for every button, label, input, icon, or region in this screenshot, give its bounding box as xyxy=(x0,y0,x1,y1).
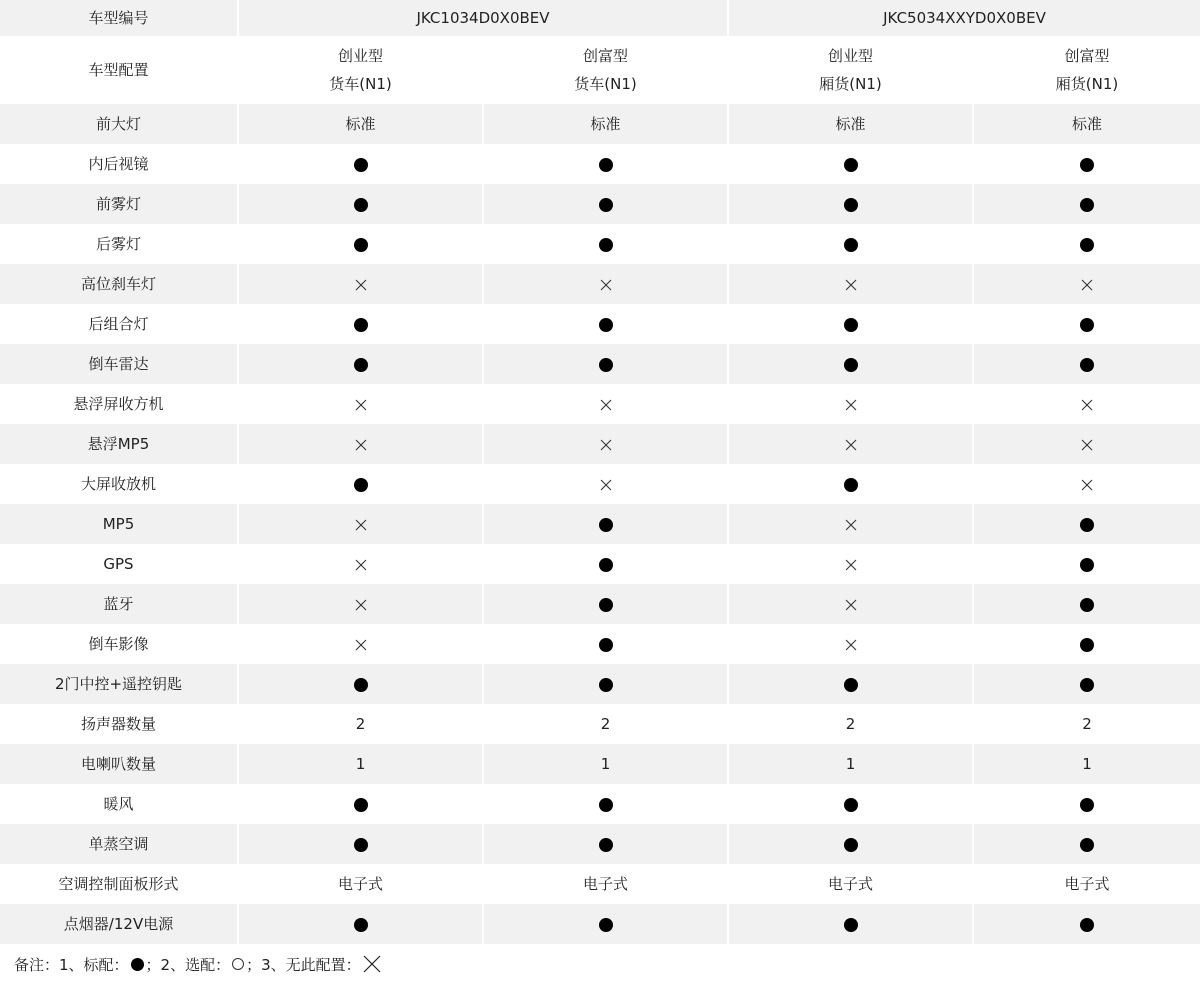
standard-dot-icon xyxy=(131,958,144,971)
feature-label: GPS xyxy=(0,544,238,584)
feature-value-cell xyxy=(483,544,728,584)
standard-dot-icon xyxy=(354,198,368,212)
feature-value-text: 电子式 xyxy=(582,875,628,893)
standard-dot-icon xyxy=(599,678,613,692)
feature-row xyxy=(0,864,1200,904)
feature-value-cell xyxy=(238,224,483,264)
feature-row xyxy=(0,184,1200,224)
not-available-cross-icon xyxy=(845,519,857,531)
feature-value-cell xyxy=(238,864,483,904)
not-available-cross-icon xyxy=(355,439,367,451)
standard-dot-icon xyxy=(354,678,368,692)
not-available-cross-icon xyxy=(845,279,857,291)
not-available-cross-icon xyxy=(600,399,612,411)
standard-dot-icon xyxy=(844,798,858,812)
not-available-cross-icon xyxy=(355,639,367,651)
feature-label: 倒车影像 xyxy=(0,624,238,664)
feature-value-cell xyxy=(728,504,973,544)
feature-value-cell xyxy=(483,744,728,784)
feature-value-cell xyxy=(483,904,728,944)
standard-dot-icon xyxy=(354,238,368,252)
feature-row xyxy=(0,344,1200,384)
feature-value-cell xyxy=(238,304,483,344)
not-available-cross-icon xyxy=(355,559,367,571)
standard-dot-icon xyxy=(1080,798,1094,812)
feature-row xyxy=(0,584,1200,624)
feature-value-cell xyxy=(973,584,1200,624)
not-available-cross-icon xyxy=(1081,279,1093,291)
feature-value-cell xyxy=(973,824,1200,864)
feature-value-cell xyxy=(238,464,483,504)
feature-label: 后雾灯 xyxy=(0,224,238,264)
standard-dot-icon xyxy=(354,798,368,812)
feature-value-cell xyxy=(728,304,973,344)
standard-dot-icon xyxy=(354,158,368,172)
feature-value-cell xyxy=(483,784,728,824)
feature-value-text: 2 xyxy=(355,715,366,733)
config-type: 创业型 xyxy=(337,47,383,65)
standard-dot-icon xyxy=(1080,678,1094,692)
feature-value-cell xyxy=(728,424,973,464)
feature-value-text: 1 xyxy=(1082,755,1092,773)
standard-dot-icon xyxy=(354,318,368,332)
not-available-cross-icon xyxy=(355,519,367,531)
feature-value-cell xyxy=(973,784,1200,824)
feature-value-cell xyxy=(728,904,973,944)
config-body: 货车(N1) xyxy=(574,75,637,93)
feature-value-cell xyxy=(238,744,483,784)
feature-value-cell xyxy=(483,344,728,384)
config-row xyxy=(0,36,1200,104)
standard-dot-icon xyxy=(354,358,368,372)
feature-value-cell xyxy=(238,584,483,624)
feature-value-text: 电子式 xyxy=(1064,875,1110,893)
not-available-cross-icon xyxy=(1081,399,1093,411)
feature-value-cell xyxy=(973,504,1200,544)
feature-label: 高位刹车灯 xyxy=(0,264,238,304)
feature-value-cell xyxy=(728,744,973,784)
model-label: 车型编号 xyxy=(0,0,238,36)
not-available-cross-icon xyxy=(1081,479,1093,491)
model-code-1: JKC1034D0X0BEV xyxy=(238,0,728,36)
feature-value-cell xyxy=(238,424,483,464)
standard-dot-icon xyxy=(1080,198,1094,212)
feature-value-text: 标准 xyxy=(345,115,376,133)
feature-value-cell xyxy=(483,624,728,664)
not-available-cross-icon xyxy=(355,599,367,611)
feature-value-cell xyxy=(483,144,728,184)
feature-value-cell xyxy=(973,304,1200,344)
feature-row xyxy=(0,384,1200,424)
not-available-cross-icon xyxy=(845,399,857,411)
feature-value-cell xyxy=(973,904,1200,944)
feature-row xyxy=(0,464,1200,504)
feature-value-text: 标准 xyxy=(590,115,621,133)
standard-dot-icon xyxy=(599,238,613,252)
feature-value-cell xyxy=(483,424,728,464)
feature-label: 点烟器/12V电源 xyxy=(0,904,238,944)
feature-value-cell xyxy=(238,904,483,944)
feature-value-cell xyxy=(728,464,973,504)
feature-row xyxy=(0,264,1200,304)
feature-value-cell xyxy=(483,664,728,704)
feature-value-cell xyxy=(483,104,728,144)
feature-value-cell xyxy=(728,664,973,704)
feature-value-cell xyxy=(973,104,1200,144)
not-available-cross-icon xyxy=(845,559,857,571)
standard-dot-icon xyxy=(1080,838,1094,852)
feature-value-cell xyxy=(483,304,728,344)
standard-dot-icon xyxy=(354,478,368,492)
config-cell xyxy=(728,36,973,104)
feature-value-text: 电子式 xyxy=(827,875,873,893)
standard-dot-icon xyxy=(1080,918,1094,932)
feature-value-cell xyxy=(728,784,973,824)
standard-dot-icon xyxy=(599,558,613,572)
feature-label: 倒车雷达 xyxy=(0,344,238,384)
feature-value-cell xyxy=(238,544,483,584)
config-body: 厢货(N1) xyxy=(819,75,882,93)
feature-value-text: 2 xyxy=(600,715,611,733)
feature-value-cell xyxy=(728,544,973,584)
feature-value-cell xyxy=(483,464,728,504)
feature-row xyxy=(0,904,1200,944)
standard-dot-icon xyxy=(1080,518,1094,532)
standard-dot-icon xyxy=(354,838,368,852)
config-body: 货车(N1) xyxy=(329,75,392,93)
feature-value-text: 2 xyxy=(1082,715,1092,733)
feature-label: 大屏收放机 xyxy=(0,464,238,504)
feature-value-cell xyxy=(728,704,973,744)
feature-label: 暖风 xyxy=(0,784,238,824)
standard-dot-icon xyxy=(1080,238,1094,252)
standard-dot-icon xyxy=(599,198,613,212)
feature-value-cell xyxy=(973,224,1200,264)
model-row xyxy=(0,0,1200,36)
config-label: 车型配置 xyxy=(0,36,238,104)
feature-row xyxy=(0,104,1200,144)
optional-circle-icon xyxy=(232,958,244,970)
standard-dot-icon xyxy=(599,918,613,932)
feature-value-cell xyxy=(238,264,483,304)
feature-row xyxy=(0,784,1200,824)
standard-dot-icon xyxy=(844,238,858,252)
feature-value-text: 标准 xyxy=(1071,115,1102,133)
feature-value-cell xyxy=(238,704,483,744)
not-available-cross-icon xyxy=(600,439,612,451)
not-available-cross-icon xyxy=(845,639,857,651)
feature-value-cell xyxy=(238,664,483,704)
config-body: 厢货(N1) xyxy=(1055,75,1119,93)
feature-label: 2门中控+遥控钥匙 xyxy=(0,664,238,704)
feature-label: 前大灯 xyxy=(0,104,238,144)
not-available-cross-icon xyxy=(600,279,612,291)
feature-value-cell xyxy=(483,504,728,544)
standard-dot-icon xyxy=(844,158,858,172)
feature-value-cell xyxy=(973,144,1200,184)
standard-dot-icon xyxy=(599,638,613,652)
config-type: 创业型 xyxy=(827,47,873,65)
standard-dot-icon xyxy=(844,198,858,212)
feature-row xyxy=(0,824,1200,864)
feature-label: 内后视镜 xyxy=(0,144,238,184)
feature-value-cell xyxy=(728,624,973,664)
feature-value-cell xyxy=(728,144,973,184)
feature-label: 电喇叭数量 xyxy=(0,744,238,784)
feature-value-cell xyxy=(483,264,728,304)
feature-value-cell xyxy=(973,744,1200,784)
config-type: 创富型 xyxy=(1064,47,1110,65)
feature-value-cell xyxy=(973,264,1200,304)
standard-dot-icon xyxy=(844,318,858,332)
feature-value-cell xyxy=(728,384,973,424)
standard-dot-icon xyxy=(599,358,613,372)
legend-text-none: ；3、无此配置： xyxy=(246,955,361,974)
standard-dot-icon xyxy=(599,598,613,612)
feature-value-cell xyxy=(728,224,973,264)
legend-text-optional: ；2、选配： xyxy=(145,955,231,974)
none-cross-icon xyxy=(363,955,381,973)
not-available-cross-icon xyxy=(355,279,367,291)
feature-value-cell xyxy=(728,104,973,144)
feature-label: 单蒸空调 xyxy=(0,824,238,864)
not-available-cross-icon xyxy=(600,479,612,491)
feature-value-cell xyxy=(483,384,728,424)
feature-value-cell xyxy=(238,344,483,384)
standard-dot-icon xyxy=(1080,318,1094,332)
feature-value-cell xyxy=(728,264,973,304)
not-available-cross-icon xyxy=(845,599,857,611)
standard-dot-icon xyxy=(599,798,613,812)
standard-dot-icon xyxy=(1080,558,1094,572)
feature-value-cell xyxy=(973,384,1200,424)
feature-value-cell xyxy=(973,344,1200,384)
feature-value-cell xyxy=(973,544,1200,584)
feature-value-cell xyxy=(483,824,728,864)
standard-dot-icon xyxy=(1080,598,1094,612)
model-code-2: JKC5034XXYD0X0BEV xyxy=(728,0,1200,36)
feature-value-cell xyxy=(238,624,483,664)
feature-row xyxy=(0,544,1200,584)
feature-row xyxy=(0,704,1200,744)
standard-dot-icon xyxy=(354,918,368,932)
feature-value-cell xyxy=(483,584,728,624)
standard-dot-icon xyxy=(1080,358,1094,372)
feature-value-cell xyxy=(483,184,728,224)
feature-value-cell xyxy=(973,704,1200,744)
not-available-cross-icon xyxy=(355,399,367,411)
feature-value-cell xyxy=(973,464,1200,504)
config-type: 创富型 xyxy=(582,47,628,65)
not-available-cross-icon xyxy=(1081,439,1093,451)
feature-row xyxy=(0,744,1200,784)
standard-dot-icon xyxy=(1080,638,1094,652)
standard-dot-icon xyxy=(599,158,613,172)
standard-dot-icon xyxy=(1080,158,1094,172)
standard-dot-icon xyxy=(844,478,858,492)
feature-value-cell xyxy=(973,184,1200,224)
feature-value-cell xyxy=(483,864,728,904)
feature-row xyxy=(0,224,1200,264)
feature-value-text: 1 xyxy=(845,755,856,773)
feature-label: 悬浮屏收方机 xyxy=(0,384,238,424)
feature-label: 扬声器数量 xyxy=(0,704,238,744)
standard-dot-icon xyxy=(844,838,858,852)
feature-row xyxy=(0,504,1200,544)
feature-value-cell xyxy=(973,864,1200,904)
feature-value-cell xyxy=(973,624,1200,664)
not-available-cross-icon xyxy=(845,439,857,451)
feature-label: MP5 xyxy=(0,504,238,544)
feature-label: 后组合灯 xyxy=(0,304,238,344)
feature-row xyxy=(0,424,1200,464)
feature-value-cell xyxy=(728,864,973,904)
feature-row xyxy=(0,624,1200,664)
feature-value-cell xyxy=(483,704,728,744)
feature-value-text: 2 xyxy=(845,715,856,733)
feature-value-cell xyxy=(238,144,483,184)
feature-row xyxy=(0,664,1200,704)
feature-value-cell xyxy=(728,184,973,224)
standard-dot-icon xyxy=(599,318,613,332)
feature-label: 蓝牙 xyxy=(0,584,238,624)
feature-value-text: 1 xyxy=(600,755,611,773)
feature-row xyxy=(0,144,1200,184)
feature-label: 悬浮MP5 xyxy=(0,424,238,464)
feature-value-cell xyxy=(728,584,973,624)
feature-value-cell xyxy=(973,664,1200,704)
standard-dot-icon xyxy=(599,518,613,532)
feature-value-cell xyxy=(238,504,483,544)
feature-value-cell xyxy=(238,784,483,824)
feature-value-cell xyxy=(238,824,483,864)
feature-label: 空调控制面板形式 xyxy=(0,864,238,904)
feature-value-cell xyxy=(728,824,973,864)
feature-value-cell xyxy=(238,184,483,224)
feature-value-text: 标准 xyxy=(835,115,866,133)
standard-dot-icon xyxy=(844,358,858,372)
standard-dot-icon xyxy=(844,918,858,932)
standard-dot-icon xyxy=(844,678,858,692)
feature-row xyxy=(0,304,1200,344)
feature-value-cell xyxy=(483,224,728,264)
standard-dot-icon xyxy=(599,838,613,852)
feature-value-text: 1 xyxy=(355,755,366,773)
legend-text-standard: 备注：1、标配： xyxy=(14,955,129,974)
legend-note xyxy=(14,952,381,976)
feature-value-cell xyxy=(238,104,483,144)
config-cell xyxy=(238,36,483,104)
feature-label: 前雾灯 xyxy=(0,184,238,224)
feature-value-cell xyxy=(973,424,1200,464)
config-cell xyxy=(483,36,728,104)
feature-value-cell xyxy=(238,384,483,424)
config-cell xyxy=(973,36,1200,104)
feature-value-text: 电子式 xyxy=(337,875,383,893)
feature-value-cell xyxy=(728,344,973,384)
